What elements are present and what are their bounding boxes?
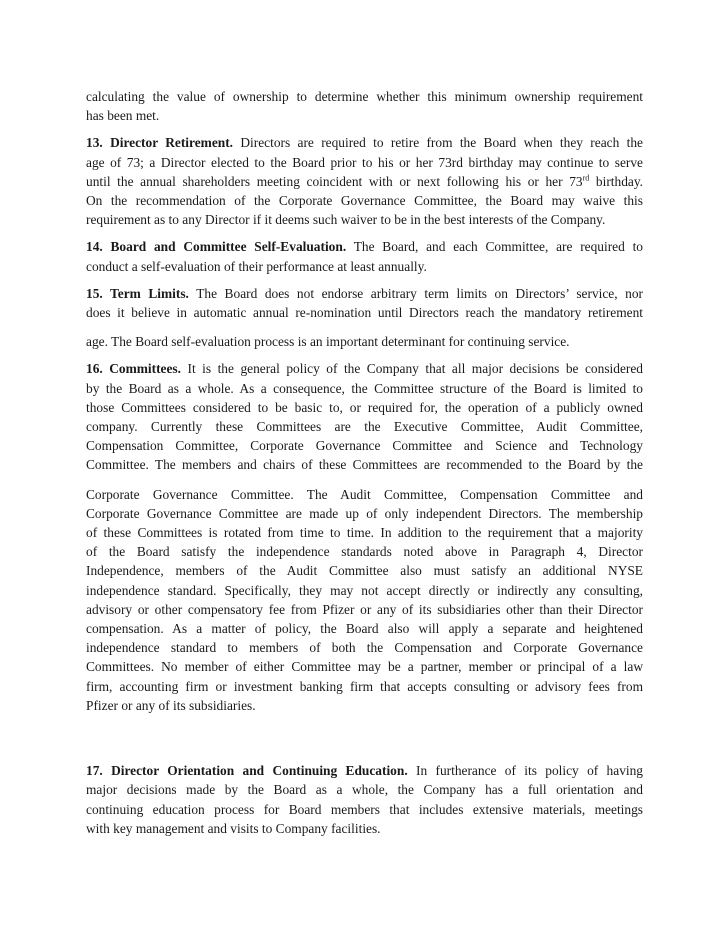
section-heading-14: 14. Board and Committee Self-Evaluation.: [86, 239, 347, 255]
text-line: has been met.: [86, 108, 160, 124]
text-line: Corporate Governance Committee. The Audit Committee, Compensation Committee and: [86, 486, 643, 502]
text-line: with key management and visits to Company facilities.: [86, 820, 381, 836]
text-line: age of 73; a Director elected to the Board prior to his or her 73rd birthday may continue to serve: [86, 154, 643, 170]
text-line: advisory or other compensatory fee from Pfizer or any of its subsidiaries other than their Director: [86, 601, 643, 617]
text-line: those Committees considered to be basic to, or required for, the operation of a publicly owned: [86, 399, 643, 415]
text-line: [86, 761, 643, 780]
paragraph-intro: [86, 87, 643, 125]
text-fragment: The Board, and each Committee, are required to: [346, 239, 643, 255]
text-fragment: Directors are required to retire from the Board when they reach the: [233, 135, 643, 151]
text-line: [86, 237, 643, 256]
section-heading-16: 16. Committees.: [86, 361, 181, 377]
text-line: company. Currently these Committees are the Executive Committee, Audit Committee,: [86, 419, 643, 435]
paragraph-13-director-retirement: [86, 133, 643, 229]
text-fragment: The Board does not endorse arbitrary term limits on Directors’ service, nor: [188, 285, 643, 301]
text-line: [86, 359, 643, 378]
text-line: firm, accounting firm or investment banking firm that accepts consulting or advisory fees from: [86, 678, 643, 694]
paragraph-15-term-limits: [86, 284, 643, 352]
section-heading-17: 17. Director Orientation and Continuing Education.: [86, 763, 408, 779]
text-line: On the recommendation of the Corporate Governance Committee, the Board may waive this: [86, 193, 643, 209]
text-line: [86, 172, 643, 191]
text-line: Independence, members of the Audit Committee also must satisfy an additional NYSE: [86, 563, 643, 579]
text-line: Committees. No member of either Committee may be a partner, member or principal of a law: [86, 659, 643, 675]
paragraph-17-orientation-education: [86, 761, 643, 838]
text-line: calculating the value of ownership to determine whether this minimum ownership requirement: [86, 89, 643, 104]
text-line: age. The Board self-evaluation process is an important determinant for continuing service.: [86, 334, 570, 350]
text-fragment: until the annual shareholders meeting coincident with or next following his or her 73: [86, 173, 583, 189]
text-line: of the Board satisfy the independence standards noted above in Paragraph 4, Director: [86, 544, 643, 560]
text-line: Compensation Committee, Corporate Governance Committee and Science and Technology: [86, 438, 643, 454]
text-line: independence standard to members of both the Compensation and Corporate Governance: [86, 640, 643, 656]
text-fragment: In furtherance of its policy of having: [407, 763, 644, 779]
text-line: major decisions made by the Board as a whole, the Company has a full orientation and: [86, 782, 643, 798]
section-heading-13: 13. Director Retirement.: [86, 135, 234, 151]
text-fragment: It is the general policy of the Company that all major decisions be considered: [181, 361, 643, 377]
text-line: conduct a self-evaluation of their performance at least annually.: [86, 258, 427, 274]
text-line: Pfizer or any of its subsidiaries.: [86, 697, 256, 713]
text-line: does it believe in automatic annual re-nomination until Directors reach the mandatory retirement: [86, 305, 643, 321]
text-fragment: birthday.: [589, 173, 644, 189]
paragraph-16-committees: [86, 359, 643, 715]
superscript-ordinal: rd: [582, 173, 590, 183]
text-line: independence standard. Specifically, they may not accept directly or indirectly any consulting,: [86, 582, 643, 598]
text-line: continuing education process for Board members that includes extensive materials, meetings: [86, 801, 643, 817]
paragraph-14-self-evaluation: [86, 237, 643, 275]
text-line: by the Board as a whole. As a consequence, the Committee structure of the Board is limited to: [86, 380, 643, 396]
text-line: compensation. As a matter of policy, the Board also will apply a separate and heightened: [86, 621, 643, 637]
text-line: Committee. The members and chairs of these Committees are recommended to the Board by the: [86, 457, 643, 473]
text-line: of these Committees is rotated from time to time. In addition to the requirement that a majority: [86, 525, 643, 541]
text-line: Corporate Governance Committee are made up of only independent Directors. The membership: [86, 505, 643, 521]
text-line: [86, 133, 643, 152]
text-line: [86, 284, 643, 303]
section-heading-15: 15. Term Limits.: [86, 285, 189, 301]
document-page: [86, 87, 643, 838]
text-line: requirement as to any Director if it deems such waiver to be in the best interests of the Company.: [86, 212, 606, 228]
